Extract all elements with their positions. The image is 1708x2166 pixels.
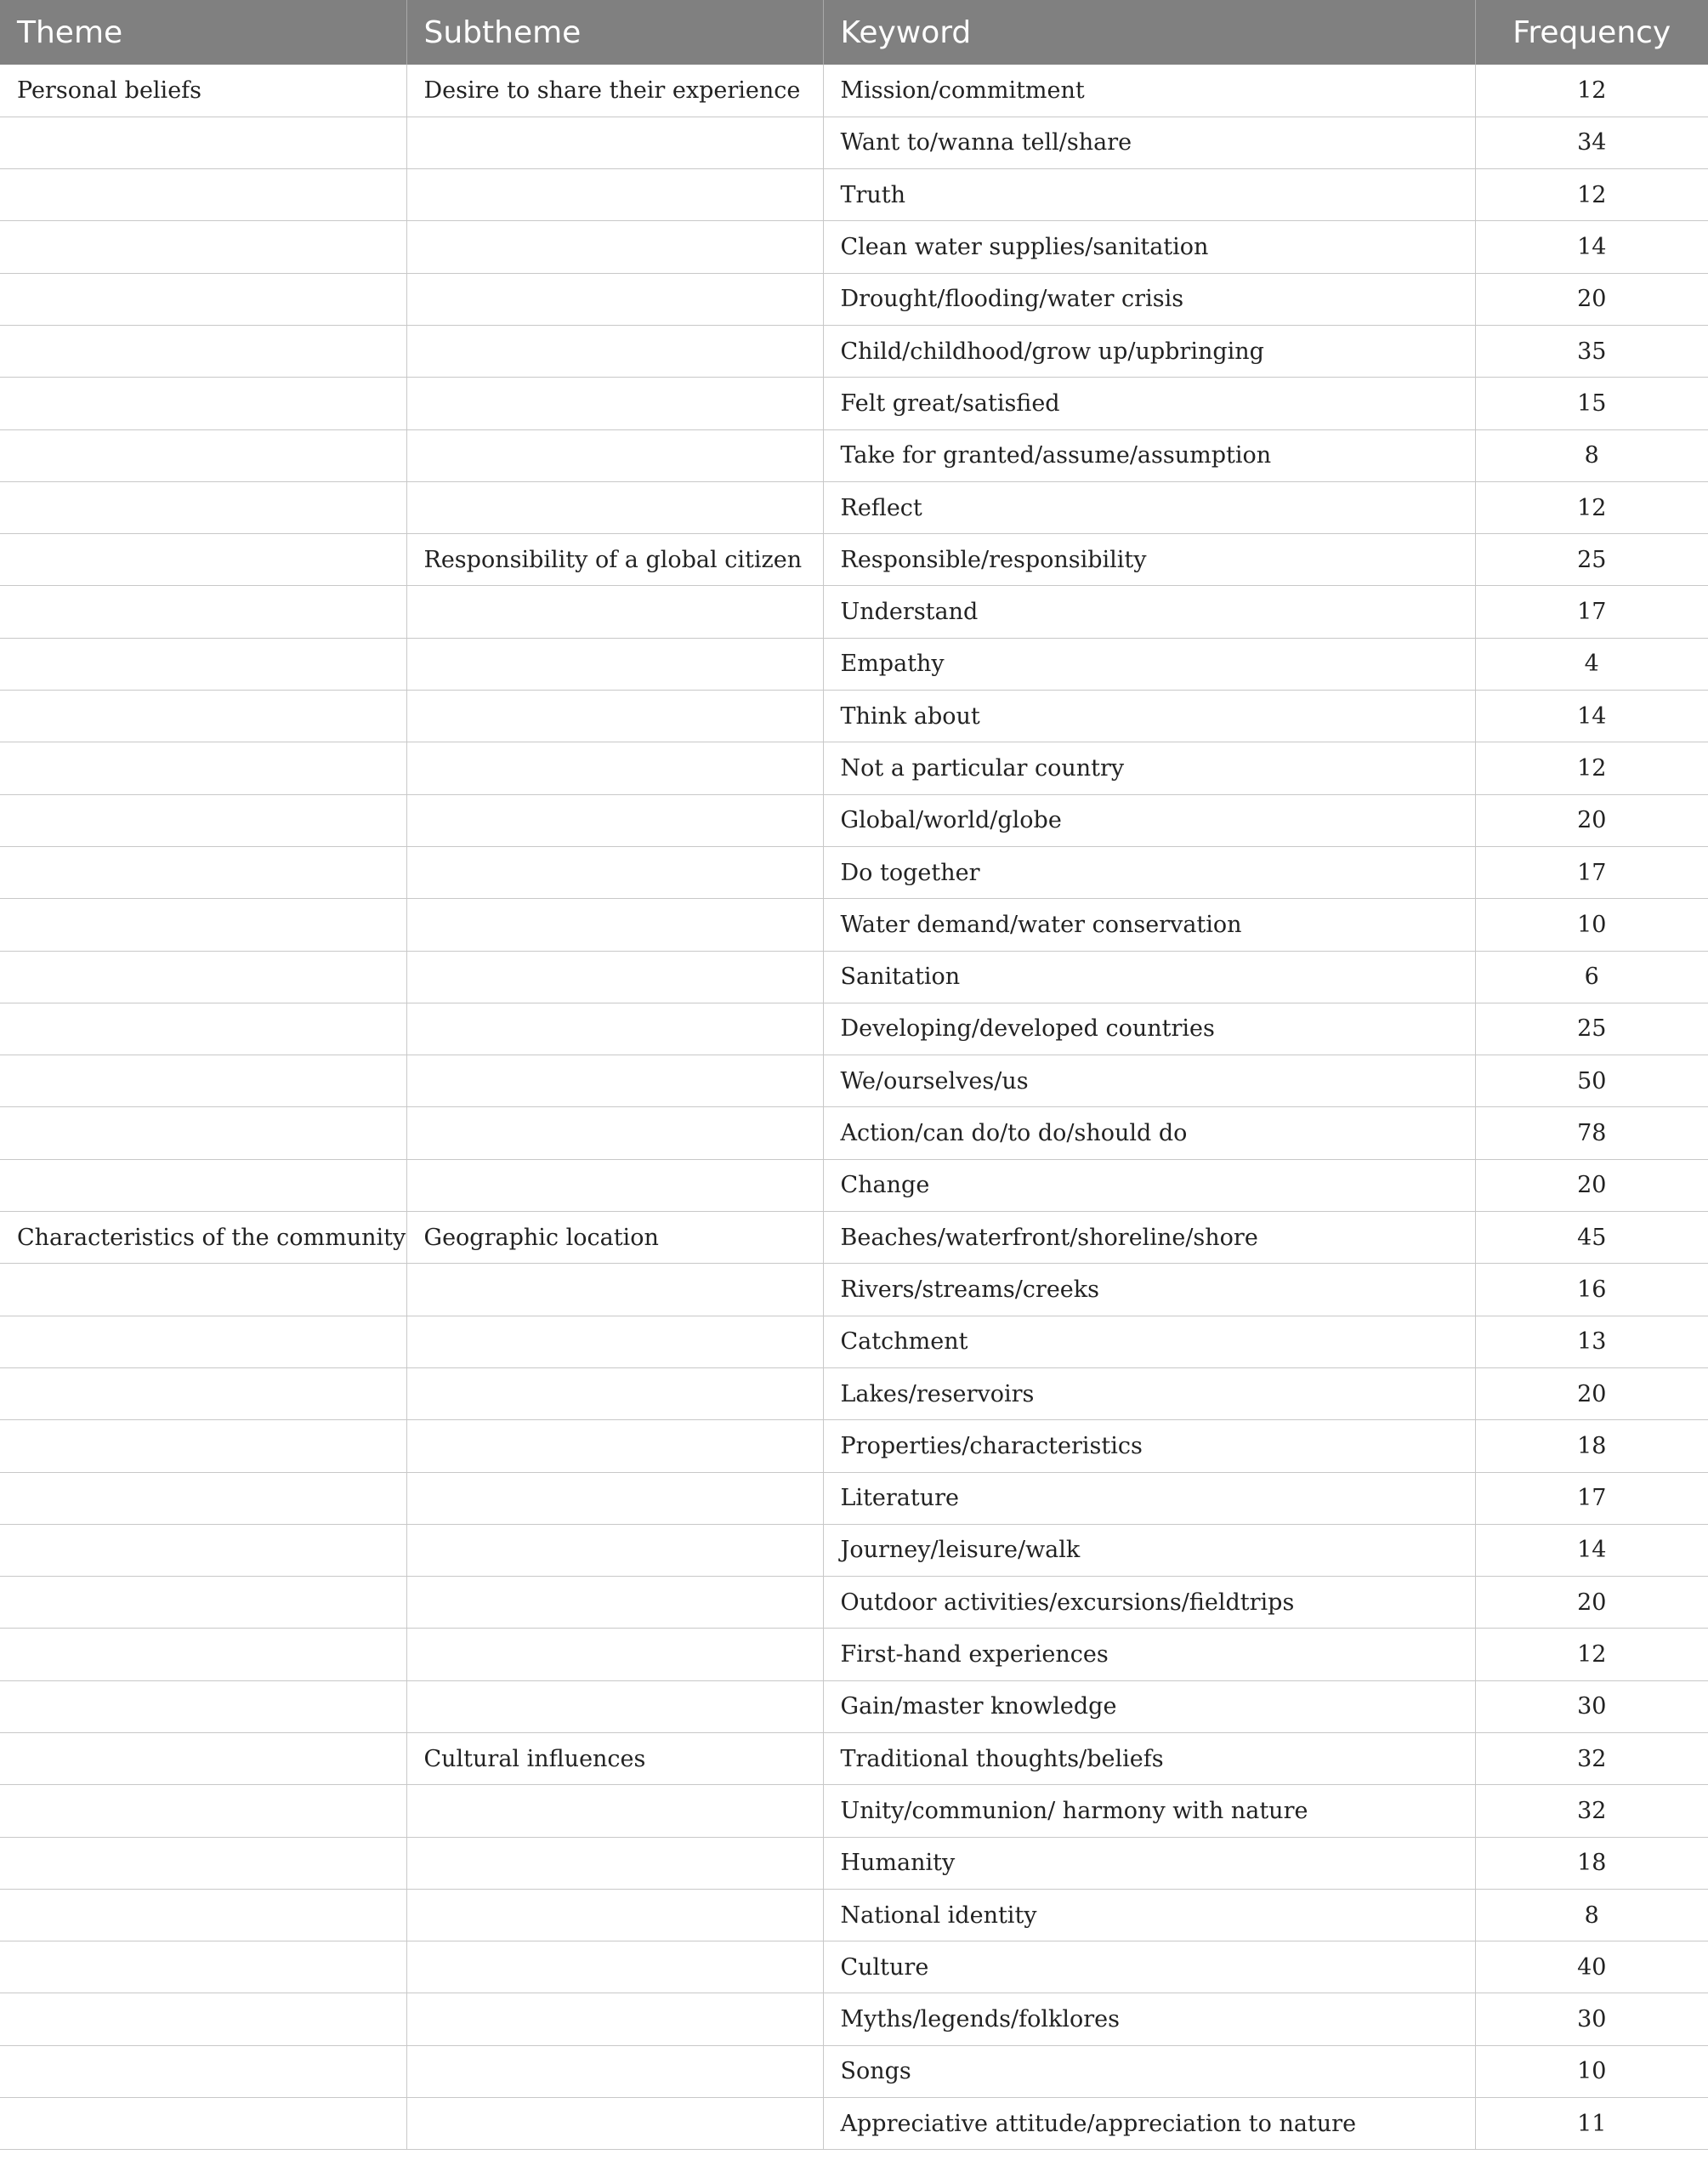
keyword-cell: Beaches/waterfront/shoreline/shore	[823, 1212, 1475, 1264]
table-row	[0, 1107, 1708, 1159]
frequency-cell: 18	[1475, 1420, 1708, 1472]
subtheme-cell	[406, 1941, 823, 1993]
keyword-cell: Traditional thoughts/beliefs	[823, 1733, 1475, 1785]
keyword-cell: Empathy	[823, 638, 1475, 690]
subtheme-cell	[406, 846, 823, 898]
keyword-cell: We/ourselves/us	[823, 1055, 1475, 1107]
theme-cell	[0, 846, 406, 898]
table-row	[0, 691, 1708, 742]
frequency-cell: 10	[1475, 2045, 1708, 2097]
header-keyword: Keyword	[823, 0, 1475, 65]
table-body	[0, 65, 1708, 2150]
table-row	[0, 1316, 1708, 1367]
table-row	[0, 169, 1708, 221]
subtheme-cell	[406, 1785, 823, 1837]
table-row	[0, 1889, 1708, 1941]
table-row	[0, 846, 1708, 898]
keyword-cell: Rivers/streams/creeks	[823, 1264, 1475, 1316]
keyword-cell: National identity	[823, 1889, 1475, 1941]
theme-cell	[0, 951, 406, 1003]
table-row	[0, 899, 1708, 951]
table-row	[0, 1785, 1708, 1837]
frequency-cell: 34	[1475, 117, 1708, 168]
frequency-cell: 4	[1475, 638, 1708, 690]
table-row	[0, 1629, 1708, 1680]
keyword-cell: Water demand/water conservation	[823, 899, 1475, 951]
frequency-cell: 20	[1475, 273, 1708, 325]
frequency-cell: 8	[1475, 1889, 1708, 1941]
keyword-cell: Catchment	[823, 1316, 1475, 1367]
theme-cell	[0, 481, 406, 533]
table-row	[0, 1367, 1708, 1419]
table-row	[0, 638, 1708, 690]
keyword-cell: Felt great/satisfied	[823, 378, 1475, 429]
frequency-cell: 25	[1475, 534, 1708, 586]
subtheme-cell	[406, 273, 823, 325]
table-row	[0, 1837, 1708, 1889]
theme-cell	[0, 1733, 406, 1785]
table-row	[0, 2045, 1708, 2097]
keyword-cell: Change	[823, 1159, 1475, 1211]
frequency-cell: 50	[1475, 1055, 1708, 1107]
header-theme: Theme	[0, 0, 406, 65]
keyword-cell: Not a particular country	[823, 742, 1475, 794]
theme-cell	[0, 1472, 406, 1524]
subtheme-cell: Cultural influences	[406, 1733, 823, 1785]
subtheme-cell	[406, 169, 823, 221]
subtheme-cell	[406, 1159, 823, 1211]
subtheme-cell	[406, 951, 823, 1003]
theme-cell	[0, 1107, 406, 1159]
frequency-cell: 20	[1475, 1159, 1708, 1211]
theme-cell	[0, 899, 406, 951]
frequency-cell: 11	[1475, 2098, 1708, 2150]
keyword-cell: Songs	[823, 2045, 1475, 2097]
table-row	[0, 586, 1708, 638]
frequency-cell: 20	[1475, 1367, 1708, 1419]
theme-cell	[0, 691, 406, 742]
subtheme-cell	[406, 1264, 823, 1316]
frequency-cell: 12	[1475, 481, 1708, 533]
table-row	[0, 1941, 1708, 1993]
theme-cell	[0, 1367, 406, 1419]
table-row	[0, 1159, 1708, 1211]
frequency-cell: 8	[1475, 429, 1708, 481]
keyword-cell: Action/can do/to do/should do	[823, 1107, 1475, 1159]
table-row	[0, 1212, 1708, 1264]
frequency-cell: 16	[1475, 1264, 1708, 1316]
table-row	[0, 1993, 1708, 2045]
frequency-cell: 14	[1475, 1524, 1708, 1576]
theme-cell	[0, 1993, 406, 2045]
frequency-cell: 14	[1475, 691, 1708, 742]
theme-cell	[0, 2045, 406, 2097]
subtheme-cell	[406, 1420, 823, 1472]
theme-cell	[0, 117, 406, 168]
subtheme-cell	[406, 1680, 823, 1732]
keyword-cell: Truth	[823, 169, 1475, 221]
keyword-cell: Take for granted/assume/assumption	[823, 429, 1475, 481]
table-row	[0, 742, 1708, 794]
keyword-cell: Want to/wanna tell/share	[823, 117, 1475, 168]
subtheme-cell	[406, 1003, 823, 1055]
theme-cell	[0, 1316, 406, 1367]
keyword-cell: Unity/communion/ harmony with nature	[823, 1785, 1475, 1837]
table-row	[0, 534, 1708, 586]
frequency-cell: 12	[1475, 742, 1708, 794]
keyword-cell: Lakes/reservoirs	[823, 1367, 1475, 1419]
frequency-cell: 35	[1475, 325, 1708, 377]
theme-cell	[0, 1159, 406, 1211]
subtheme-cell	[406, 638, 823, 690]
subtheme-cell	[406, 1993, 823, 2045]
table-row	[0, 1420, 1708, 1472]
keyword-cell: Reflect	[823, 481, 1475, 533]
theme-cell	[0, 378, 406, 429]
theme-cell	[0, 586, 406, 638]
theme-cell	[0, 1629, 406, 1680]
subtheme-cell	[406, 1316, 823, 1367]
subtheme-cell	[406, 1889, 823, 1941]
table-row	[0, 1472, 1708, 1524]
theme-cell	[0, 742, 406, 794]
subtheme-cell	[406, 1577, 823, 1629]
table-row	[0, 1055, 1708, 1107]
frequency-cell: 45	[1475, 1212, 1708, 1264]
table-row	[0, 951, 1708, 1003]
frequency-cell: 25	[1475, 1003, 1708, 1055]
theme-cell	[0, 1785, 406, 1837]
keyword-cell: Culture	[823, 1941, 1475, 1993]
theme-cell	[0, 1577, 406, 1629]
header-subtheme: Subtheme	[406, 0, 823, 65]
keyword-cell: Myths/legends/folklores	[823, 1993, 1475, 2045]
frequency-cell: 18	[1475, 1837, 1708, 1889]
subtheme-cell	[406, 117, 823, 168]
subtheme-cell	[406, 1629, 823, 1680]
table-row	[0, 117, 1708, 168]
subtheme-cell	[406, 899, 823, 951]
table-row	[0, 325, 1708, 377]
subtheme-cell	[406, 1107, 823, 1159]
subtheme-cell	[406, 481, 823, 533]
keyword-cell: Child/childhood/grow up/upbringing	[823, 325, 1475, 377]
subtheme-cell	[406, 2098, 823, 2150]
keyword-cell: Drought/flooding/water crisis	[823, 273, 1475, 325]
keyword-cell: Global/world/globe	[823, 794, 1475, 846]
subtheme-cell	[406, 794, 823, 846]
keyword-cell: Clean water supplies/sanitation	[823, 221, 1475, 273]
table-row	[0, 1264, 1708, 1316]
table-row	[0, 1680, 1708, 1732]
subtheme-cell	[406, 221, 823, 273]
frequency-cell: 12	[1475, 1629, 1708, 1680]
subtheme-cell	[406, 1524, 823, 1576]
subtheme-cell: Desire to share their experience	[406, 65, 823, 117]
frequency-cell: 6	[1475, 951, 1708, 1003]
frequency-cell: 17	[1475, 586, 1708, 638]
subtheme-cell	[406, 742, 823, 794]
table-row	[0, 429, 1708, 481]
frequency-cell: 78	[1475, 1107, 1708, 1159]
table-header	[0, 0, 1708, 65]
keyword-cell: Appreciative attitude/appreciation to nature	[823, 2098, 1475, 2150]
subtheme-cell	[406, 378, 823, 429]
subtheme-cell: Responsibility of a global citizen	[406, 534, 823, 586]
theme-cell	[0, 1941, 406, 1993]
table-row	[0, 65, 1708, 117]
table-row	[0, 1733, 1708, 1785]
keyword-cell: Gain/master knowledge	[823, 1680, 1475, 1732]
table-row	[0, 1524, 1708, 1576]
table-row	[0, 1577, 1708, 1629]
theme-cell	[0, 273, 406, 325]
keyword-cell: Do together	[823, 846, 1475, 898]
subtheme-cell	[406, 1055, 823, 1107]
theme-cell	[0, 429, 406, 481]
theme-cell	[0, 325, 406, 377]
frequency-cell: 17	[1475, 1472, 1708, 1524]
keyword-cell: Developing/developed countries	[823, 1003, 1475, 1055]
keyword-cell: First-hand experiences	[823, 1629, 1475, 1680]
header-frequency: Frequency	[1475, 0, 1708, 65]
theme-cell	[0, 1264, 406, 1316]
table-row	[0, 794, 1708, 846]
subtheme-cell	[406, 691, 823, 742]
table-row	[0, 1003, 1708, 1055]
frequency-cell: 20	[1475, 1577, 1708, 1629]
keyword-cell: Journey/leisure/walk	[823, 1524, 1475, 1576]
keyword-cell: Literature	[823, 1472, 1475, 1524]
theme-cell	[0, 1837, 406, 1889]
theme-cell	[0, 1055, 406, 1107]
frequency-cell: 20	[1475, 794, 1708, 846]
keyword-cell: Sanitation	[823, 951, 1475, 1003]
subtheme-cell	[406, 325, 823, 377]
theme-cell	[0, 1003, 406, 1055]
subtheme-cell: Geographic location	[406, 1212, 823, 1264]
subtheme-cell	[406, 1367, 823, 1419]
frequency-cell: 10	[1475, 899, 1708, 951]
table-row	[0, 273, 1708, 325]
keyword-cell: Responsible/responsibility	[823, 534, 1475, 586]
theme-cell	[0, 2098, 406, 2150]
theme-cell	[0, 221, 406, 273]
subtheme-cell	[406, 1472, 823, 1524]
table-row	[0, 481, 1708, 533]
frequency-cell: 12	[1475, 169, 1708, 221]
frequency-cell: 40	[1475, 1941, 1708, 1993]
header-row	[0, 0, 1708, 65]
theme-cell	[0, 1680, 406, 1732]
theme-cell	[0, 638, 406, 690]
theme-cell	[0, 1889, 406, 1941]
frequency-cell: 32	[1475, 1733, 1708, 1785]
table-row	[0, 221, 1708, 273]
theme-cell: Personal beliefs	[0, 65, 406, 117]
frequency-cell: 12	[1475, 65, 1708, 117]
keyword-cell: Mission/commitment	[823, 65, 1475, 117]
frequency-cell: 32	[1475, 1785, 1708, 1837]
frequency-cell: 13	[1475, 1316, 1708, 1367]
subtheme-cell	[406, 429, 823, 481]
theme-cell	[0, 794, 406, 846]
frequency-cell: 14	[1475, 221, 1708, 273]
keyword-cell: Properties/characteristics	[823, 1420, 1475, 1472]
frequency-cell: 30	[1475, 1993, 1708, 2045]
theme-cell	[0, 1524, 406, 1576]
keyword-cell: Think about	[823, 691, 1475, 742]
frequency-cell: 15	[1475, 378, 1708, 429]
theme-cell: Characteristics of the community	[0, 1212, 406, 1264]
subtheme-cell	[406, 2045, 823, 2097]
theme-cell	[0, 534, 406, 586]
subtheme-cell	[406, 586, 823, 638]
theme-cell	[0, 169, 406, 221]
keyword-cell: Outdoor activities/excursions/fieldtrips	[823, 1577, 1475, 1629]
theme-cell	[0, 1420, 406, 1472]
frequency-cell: 17	[1475, 846, 1708, 898]
keyword-cell: Humanity	[823, 1837, 1475, 1889]
frequency-cell: 30	[1475, 1680, 1708, 1732]
table-row	[0, 378, 1708, 429]
subtheme-cell	[406, 1837, 823, 1889]
table-row	[0, 2098, 1708, 2150]
keyword-cell: Understand	[823, 586, 1475, 638]
